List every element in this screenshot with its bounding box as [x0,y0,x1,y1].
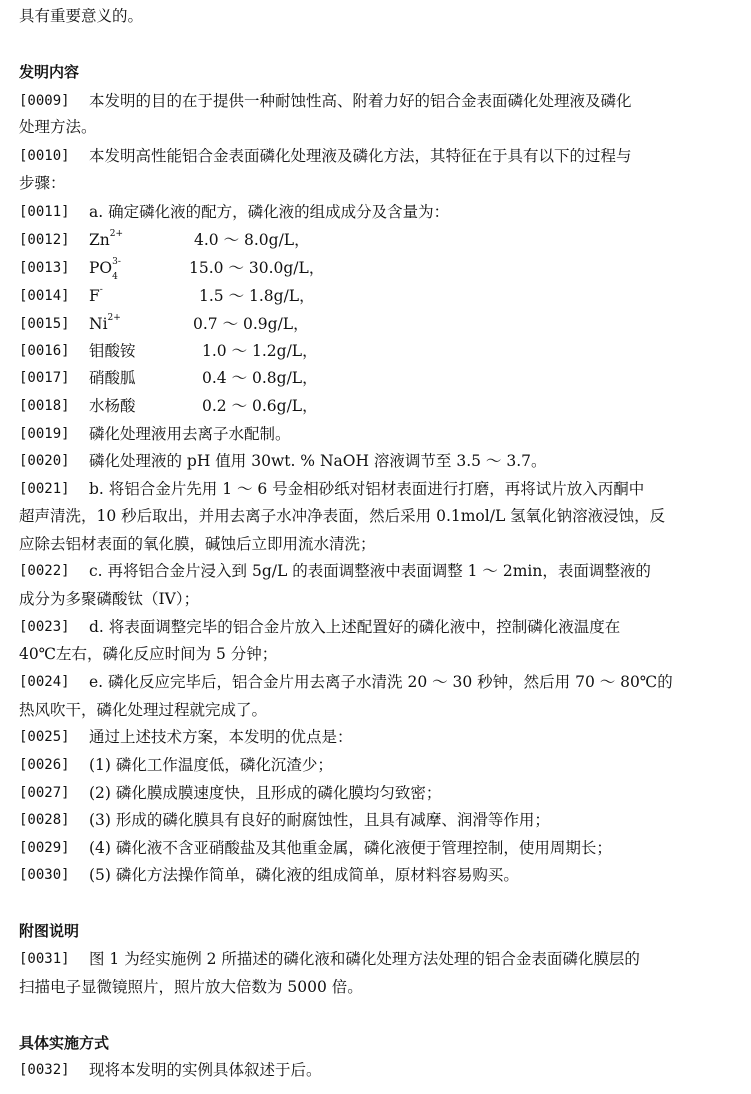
component-amount: 15.0 ～ 30.0g/L， [189,259,325,277]
para-text: d. 将表面调整完毕的铝合金片放入上述配置好的磷化液中，控制磷化液温度在 [89,618,621,636]
para-text: (5) 磷化方法操作简单，磷化液的组成简单，原材料容易购买。 [89,866,519,884]
para-number: [0017] [19,370,70,386]
para-text: 本发明的目的在于提供一种耐蚀性高、附着力好的铝合金表面磷化处理液及磷化 [89,92,632,110]
para-number: [0027] [19,785,70,801]
para-text: (1) 磷化工作温度低，磷化沉渣少； [89,756,333,774]
para-text-cont: 步骤： [19,174,66,192]
para-number: [0013] [19,260,70,276]
para-text-cont: 40℃左右，磷化反应时间为 5 分钟； [19,645,278,663]
para-number: [0012] [19,232,70,248]
component-amount: 1.5 ～ 1.8g/L， [199,287,315,305]
component-name: 硝酸胍 [89,369,136,387]
para-text: c. 再将铝合金片浸入到 5g/L 的表面调整液中表面调整 1 ～ 2min，表面调整液的 [89,562,651,580]
para-number: [0014] [19,288,70,304]
para-number: [0028] [19,812,70,828]
intro-tail: 具有重要意义的。 [19,7,144,25]
component-amount: 0.4 ～ 0.8g/L， [202,369,318,387]
component-name: 钼酸铵 [89,342,136,360]
para-number: [0021] [19,481,70,497]
para-text-cont: 处理方法。 [19,118,97,136]
para-number: [0024] [19,674,70,690]
para-number: [0016] [19,343,70,359]
component-amount: 1.0 ～ 1.2g/L， [202,342,318,360]
para-number: [0023] [19,619,70,635]
para-text-cont: 超声清洗，10 秒后取出，并用去离子水冲净表面，然后采用 0.1mol/L 氢氧化钠溶液浸蚀，反 [19,507,666,525]
para-number: [0009] [19,93,70,109]
component-amount: 0.2 ～ 0.6g/L， [202,397,318,415]
para-number: [0031] [19,951,70,967]
para-number: [0022] [19,563,70,579]
para-text: e. 磷化反应完毕后，铝合金片用去离子水清洗 20 ～ 30 秒钟，然后用 70 ～ 80℃的 [89,673,673,691]
para-text: 现将本发明的实例具体叙述于后。 [89,1061,322,1079]
para-text: a. 确定磷化液的配方，磷化液的组成成分及含量为： [89,203,450,221]
para-number: [0026] [19,757,70,773]
para-text-cont: 扫描电子显微镜照片，照片放大倍数为 5000 倍。 [19,978,363,996]
para-text: 磷化处理液用去离子水配制。 [89,425,291,443]
para-number: [0032] [19,1062,70,1078]
heading-figures: 附图说明 [19,922,80,940]
component-name: F - [89,285,103,305]
para-text: 本发明高性能铝合金表面磷化处理液及磷化方法，其特征在于具有以下的过程与 [89,147,632,165]
para-text: (4) 磷化液不含亚硝酸盐及其他重金属，磷化液便于管理控制，使用周期长； [89,839,612,857]
para-text-cont: 应除去铝材表面的氧化膜，碱蚀后立即用流水清洗； [19,535,376,553]
component-amount: 4.0 ～ 8.0g/L， [194,231,310,249]
component-name: Zn 2+ [89,229,124,249]
para-text-cont: 热风吹干，磷化处理过程就完成了。 [19,701,268,719]
para-text: b. 将铝合金片先用 1 ～ 6 号金相砂纸对铝材表面进行打磨，再将试片放入丙酮中 [89,480,645,498]
para-number: [0010] [19,148,70,164]
para-text-cont: 成分为多聚磷酸钛（IV）； [19,590,200,608]
para-number: [0020] [19,453,70,469]
para-number: [0019] [19,426,70,442]
para-number: [0030] [19,867,70,883]
component-name: 水杨酸 [89,397,136,415]
component-amount: 0.7 ～ 0.9g/L， [193,315,309,333]
heading-embodiment: 具体实施方式 [19,1034,110,1052]
para-number: [0015] [19,316,70,332]
para-text: 通过上述技术方案，本发明的优点是： [89,728,353,746]
para-number: [0029] [19,840,70,856]
para-text: (3) 形成的磷化膜具有良好的耐腐蚀性，且具有减摩、润滑等作用； [89,811,550,829]
heading-content: 发明内容 [19,63,80,81]
para-text: (2) 磷化膜成膜速度快，且形成的磷化膜均匀致密； [89,784,442,802]
para-number: [0011] [19,204,70,220]
para-text: 磷化处理液的 pH 值用 30wt. % NaOH 溶液调节至 3.5 ～ 3.7。 [89,452,547,470]
component-name: PO 3- 4 [89,257,121,282]
para-text: 图 1 为经实施例 2 所描述的磷化液和磷化处理方法处理的铝合金表面磷化膜层的 [89,950,640,968]
para-number: [0018] [19,398,70,414]
para-number: [0025] [19,729,70,745]
component-name: Ni 2+ [89,313,121,333]
